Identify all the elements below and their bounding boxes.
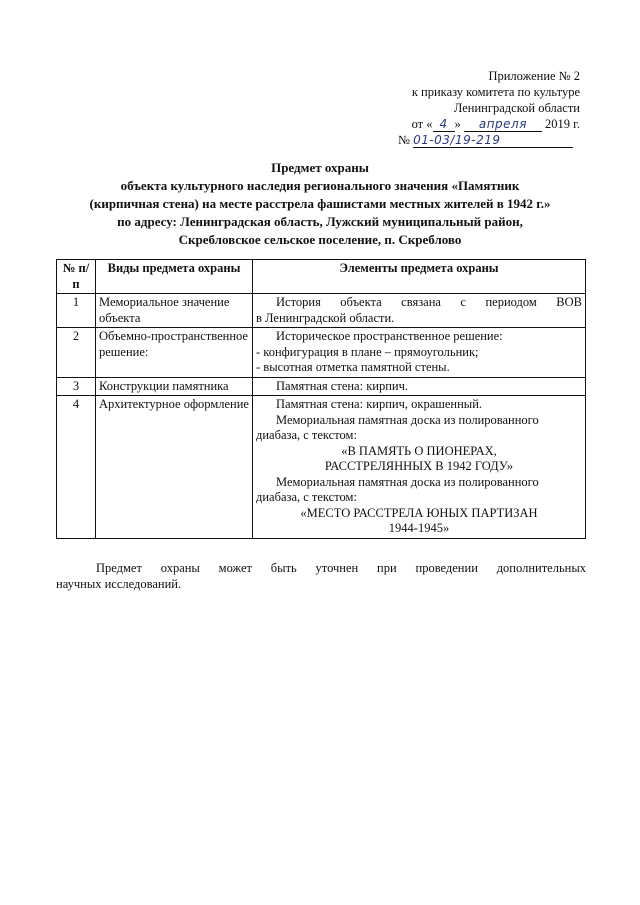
row-number: 1 (57, 294, 96, 328)
table-row (57, 328, 586, 378)
order-reference: к приказу комитета по культуре (411, 85, 580, 99)
row-number: 3 (57, 377, 96, 396)
header-elements: Элементы предмета охраны (253, 260, 586, 294)
order-number-value: 01-03/19-219 (413, 134, 573, 148)
table-row (57, 396, 586, 539)
date-day: 4 (433, 118, 455, 132)
date-year: 2019 г. (545, 117, 580, 131)
header-num: № п/п (57, 260, 96, 294)
title-line-1: Предмет охраны (271, 160, 369, 175)
row-elements: Памятная стена: кирпич. (253, 377, 586, 396)
table-row (57, 294, 586, 328)
title-line-4: по адресу: Ленинградская область, Лужский муниципальный район, (117, 214, 523, 229)
row-number: 2 (57, 328, 96, 378)
header-kind: Виды предмета охраны (96, 260, 253, 294)
row-elements: Историческое пространственное решение: - конфигурация в плане – прямоугольник; - высотная отметка памятной стены. (253, 328, 586, 378)
row-elements: История объекта связана с периодом ВОВ в Ленинградской области. (253, 294, 586, 328)
footer-note: Предмет охраны может быть уточнен при проведении дополнительных научных исследований. (56, 561, 586, 591)
title-line-3: (кирпичная стена) на месте расстрела фашистами местных жителей в 1942 г.» (89, 196, 551, 211)
row-kind: Архитектурное оформление (96, 396, 253, 539)
order-date: от « 4 » апреля 2019 г. (411, 117, 580, 131)
appendix-number: Приложение № 2 (488, 69, 580, 83)
table-header-row (57, 260, 586, 294)
document-title (40, 159, 600, 249)
row-number: 4 (57, 396, 96, 539)
title-line-5: Скребловское сельское поселение, п. Скреблово (178, 232, 462, 247)
region-name: Ленинградской области (453, 101, 580, 115)
protection-subject-table (56, 259, 586, 539)
row-kind: Объемно-пространственное решение: (96, 328, 253, 378)
row-kind: Конструкции памятника (96, 377, 253, 396)
table-row (57, 377, 586, 396)
row-elements: Памятная стена: кирпич, окрашенный. Мемориальная памятная доска из полированного диабаза, с текстом: «В ПАМЯТЬ О ПИОНЕРАХ, РАССТРЕЛЯННЫХ В 1942 ГОДУ» Мемориальная памятная доска из полированного диабаза, с текстом: «МЕСТО РАССТРЕЛА ЮНЫХ ПАРТИЗАН 1944-1945» (253, 396, 586, 539)
order-number: № 01-03/19-219 (398, 132, 580, 148)
date-month: апреля (464, 118, 542, 132)
row-kind: Мемориальное значение объекта (96, 294, 253, 328)
title-line-2: объекта культурного наследия регионального значения «Памятник (120, 178, 520, 193)
appendix-header (398, 68, 580, 148)
